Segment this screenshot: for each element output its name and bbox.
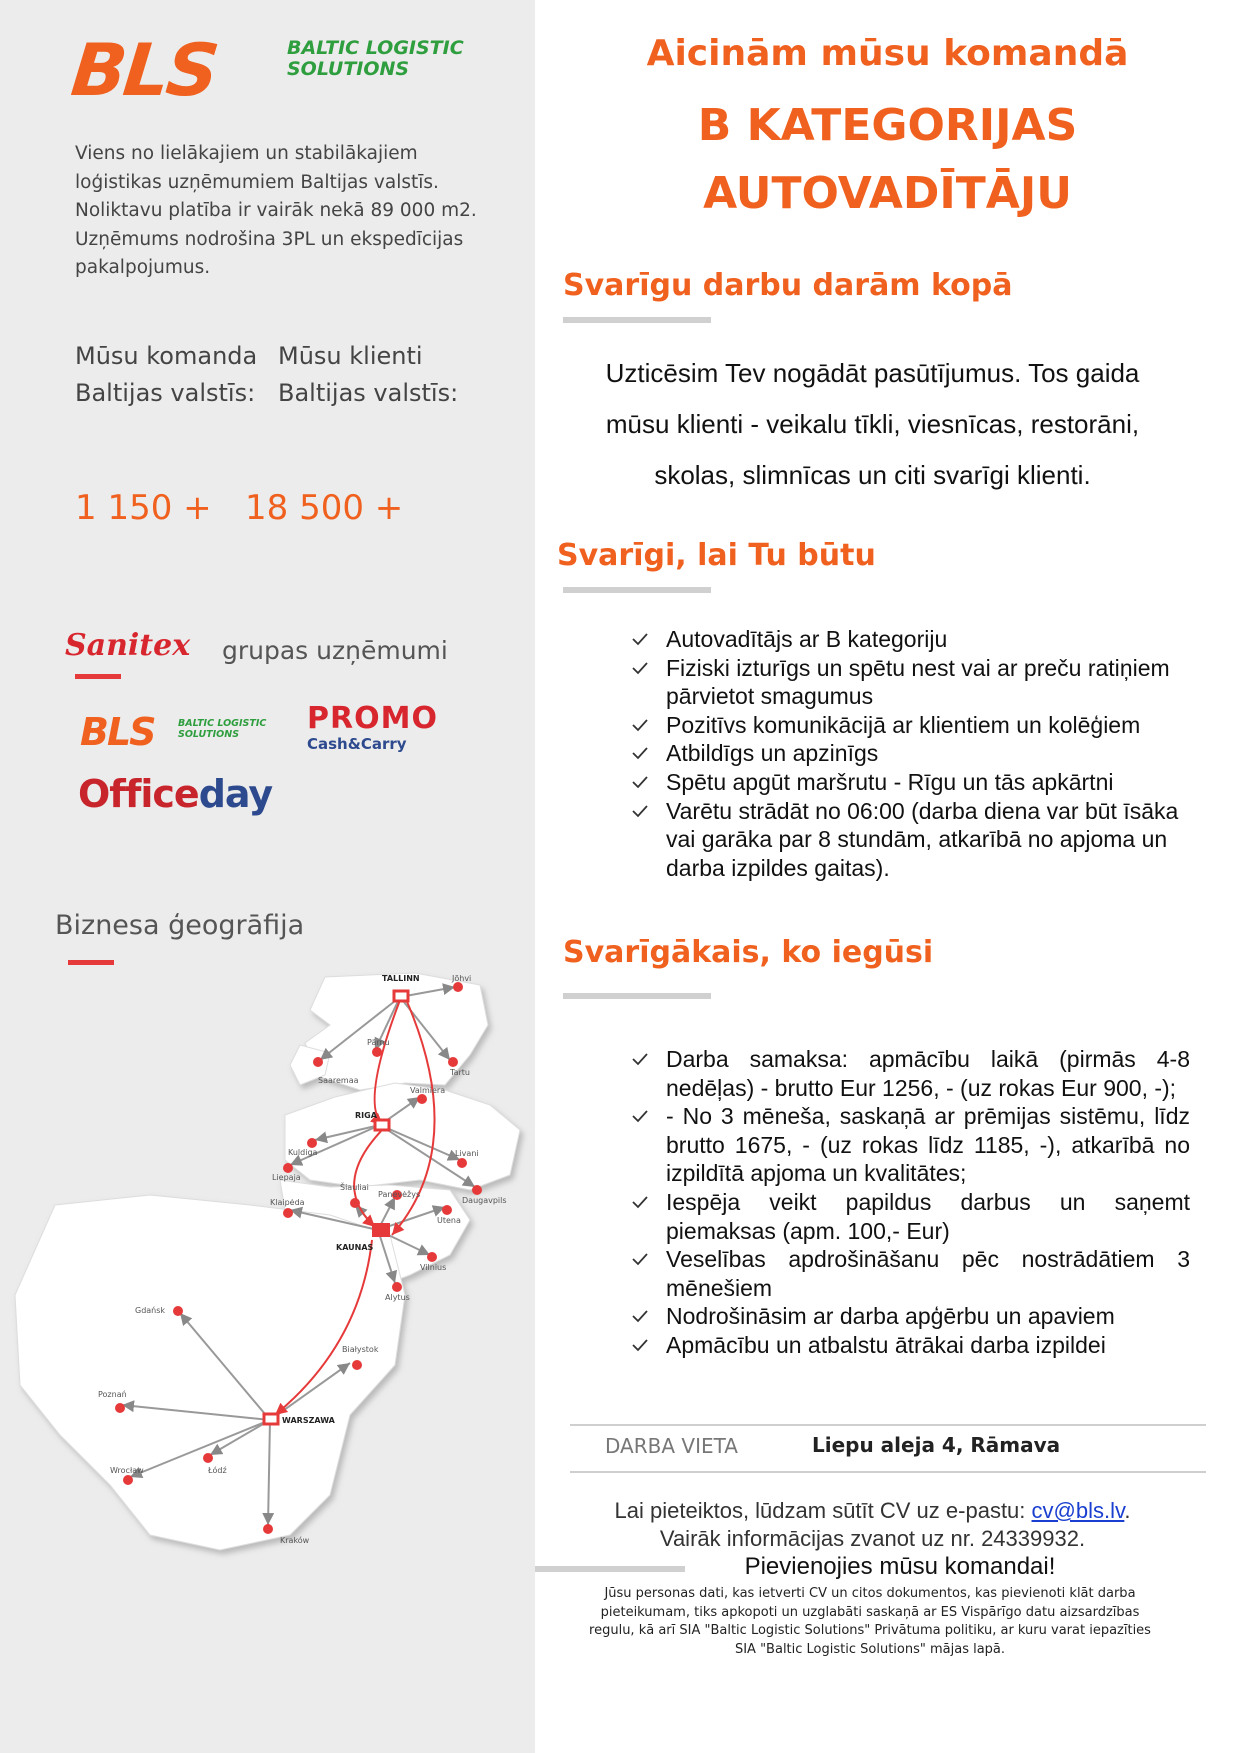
check-icon (630, 1188, 650, 1216)
svg-text:Daugavpils: Daugavpils (462, 1196, 507, 1205)
list-item-text: Nodrošināsim ar darba apģērbu un apaviem (666, 1303, 1115, 1330)
list-item (630, 768, 1190, 797)
workplace-divider-top (570, 1424, 1206, 1426)
svg-text:Saaremaa: Saaremaa (318, 1076, 359, 1085)
list-item (630, 654, 1190, 711)
stat-team-value: 1 150 + (75, 488, 212, 528)
svg-text:Kraków: Kraków (280, 1536, 310, 1545)
svg-text:Pärnu: Pärnu (367, 1038, 390, 1047)
svg-text:Šiauliai: Šiauliai (340, 1183, 369, 1192)
stat-team-heading (75, 338, 257, 412)
check-icon (630, 739, 650, 767)
workplace-divider-bottom (570, 1471, 1206, 1473)
svg-text:Białystok: Białystok (342, 1345, 379, 1354)
list-item (630, 797, 1190, 883)
list-item-text: - No 3 mēneša, saskaņā ar prēmijas sistēmu, līdz brutto 1675, - (uz rokas līdz 1185, -), atkarībā no izpildītā apjoma un kvalitātes; (666, 1103, 1190, 1187)
section-title-benefits: Svarīgākais, ko iegūsi (563, 935, 934, 970)
bls-logo-subtitle-line1: BALTIC LOGISTIC (287, 37, 464, 59)
svg-text:Tartu: Tartu (450, 1068, 470, 1077)
svg-text:RIGA: RIGA (355, 1111, 377, 1120)
apply-suffix: . (1124, 1498, 1131, 1523)
email-link[interactable]: cv@bls.lv (1031, 1498, 1125, 1523)
check-icon (630, 711, 650, 739)
officeday-logo (78, 772, 272, 816)
svg-text:Valmiera: Valmiera (410, 1086, 446, 1095)
check-icon (630, 1302, 650, 1330)
svg-text:Wrocław: Wrocław (110, 1466, 144, 1475)
list-item-text: Apmācību un atbalstu ātrākai darba izpildei (666, 1331, 1106, 1358)
svg-text:Klaipėda: Klaipėda (270, 1198, 305, 1207)
workplace-label: DARBA VIETA (605, 1434, 738, 1458)
check-icon (630, 797, 650, 825)
list-item (630, 1302, 1190, 1331)
hero-heading-line2: B KATEGORIJAS (697, 100, 1078, 151)
business-geography-map (0, 965, 535, 1625)
bls-small-logo (80, 710, 290, 754)
officeday-part1: Office (78, 772, 199, 816)
svg-text:Gdańsk: Gdańsk (135, 1306, 166, 1315)
paragraph-line: mūsu klienti - veikalu tīkli, viesnīcas, restorāni, (605, 409, 1140, 439)
hero-heading-main (535, 92, 1240, 228)
list-item (630, 711, 1190, 740)
svg-text:Alytus: Alytus (385, 1293, 410, 1302)
paragraph-line: Uzticēsim Tev nogādāt pasūtījumus. Tos gaida (605, 358, 1140, 388)
intro-line: Viens no lielākajiem un stabilākajiem (75, 143, 418, 164)
section-underline (563, 587, 711, 593)
phone-info: Vairāk informācijas zvanot uz nr. 24339932. (659, 1526, 1086, 1551)
check-icon (630, 1045, 650, 1073)
stat-clients-value: 18 500 + (245, 488, 404, 528)
left-panel (0, 0, 535, 1753)
bls-logo-subtitle-line2: SOLUTIONS (287, 58, 410, 80)
list-item-text: Varētu strādāt no 06:00 (darba diena var būt īsāka vai garāka par 8 stundām, atkarībā no apjoma un darba izpildes gaitas). (666, 797, 1179, 881)
svg-text:Poznań: Poznań (98, 1390, 127, 1399)
list-item-text: Fiziski izturīgs un spētu nest vai ar preču ratiņiem pārvietot smagumus (666, 654, 1170, 710)
intro-line: Noliktavu platība ir vairāk nekā 89 000 m2. (75, 200, 477, 221)
list-item-text: Iespēja veikt papildus darbus un saņemt piemaksas (apm. 100,- Eur) (666, 1188, 1190, 1244)
join-team-callout: Pievienojies mūsu komandai! (744, 1553, 1056, 1580)
stat-team-line1: Mūsu komanda (75, 342, 258, 370)
stat-team-line2: Baltijas valstīs: (75, 379, 256, 407)
list-item-text: Atbildīgs un apzinīgs (666, 740, 879, 767)
bls-logo (67, 28, 492, 112)
apply-instructions (555, 1498, 1190, 1524)
intro-line: Uzņēmums nodrošina 3PL un ekspedīcijas (75, 228, 464, 250)
bls-logo-mark: BLS (67, 28, 221, 112)
requirements-list (630, 625, 1190, 882)
svg-text:Jõhvi: Jõhvi (452, 974, 472, 983)
list-item (630, 739, 1190, 768)
promo-logo-bottom: Cash&Carry (307, 735, 407, 753)
list-item-text: Spētu apgūt maršrutu - Rīgu un tās apkārtni (666, 768, 1114, 795)
svg-text:Livani: Livani (455, 1149, 479, 1158)
bls-logo-subtitle (287, 38, 464, 80)
list-item (630, 1188, 1190, 1245)
group-companies-label: grupas uzņēmumi (222, 636, 448, 665)
sanitex-logo: Sanitex (65, 628, 191, 663)
latvia-shape (285, 1083, 520, 1190)
svg-text:Łódź: Łódź (208, 1466, 227, 1475)
section-title-work-together: Svarīgu darbu darām kopā (563, 268, 1013, 303)
list-item (630, 1245, 1190, 1302)
workplace-address: Liepu aleja 4, Rāmava (812, 1433, 1061, 1457)
intro-line: loģistikas uzņēmumiem Baltijas valstīs. (75, 171, 439, 193)
svg-text:Vilnius: Vilnius (420, 1263, 447, 1272)
paragraph-line: skolas, slimnīcas un citi svarīgi klienti. (654, 460, 1091, 490)
svg-text:Utena: Utena (437, 1216, 461, 1225)
svg-text:TALLINN: TALLINN (382, 974, 420, 983)
check-icon (630, 1102, 650, 1130)
section-underline (563, 993, 711, 999)
svg-text:Panevėžys: Panevėžys (378, 1190, 421, 1199)
bls-small-mark: BLS (80, 710, 155, 754)
stat-clients-heading (278, 338, 458, 412)
privacy-line: regulu, kā arī SIA "Baltic Logistic Solutions" Privātuma politiku, ar kuru varat iepazīties (589, 1623, 1151, 1638)
benefits-list (630, 1045, 1190, 1360)
officeday-part2: day (198, 772, 273, 816)
check-icon (630, 768, 650, 796)
check-icon (630, 1331, 650, 1359)
promo-logo-top: PROMO (307, 701, 438, 736)
list-item-text: Darba samaksa: apmācību laikā (pirmās 4-8 nedēļas) - brutto Eur 1256, - (uz rokas Eur 900, -); (666, 1046, 1190, 1101)
svg-text:WARSZAWA: WARSZAWA (282, 1416, 335, 1425)
privacy-line: Jūsu personas dati, kas ietverti CV un citos dokumentos, kas pievienoti klāt darba (604, 1586, 1136, 1601)
promo-logo (307, 702, 438, 752)
intro-line: pakalpojumus. (75, 257, 211, 278)
list-item (630, 625, 1190, 654)
svg-text:KAUNAS: KAUNAS (336, 1243, 374, 1252)
privacy-line: pieteikumam, tiks apkopoti un uzglabāti saskaņā ar ES Vispārīgo datu aizsardzības (600, 1604, 1140, 1620)
stat-clients-line1: Mūsu klienti (278, 342, 423, 370)
list-item (630, 1045, 1190, 1102)
list-item-text: Veselības apdrošināšanu pēc nostrādātiem 3 mēnešiem (666, 1246, 1190, 1301)
section-underline (563, 317, 711, 323)
section-title-requirements: Svarīgi, lai Tu būtu (557, 538, 876, 573)
apply-text: Lai pieteiktos, lūdzam sūtīt CV uz e-pastu: (614, 1498, 1032, 1523)
stat-clients-line2: Baltijas valstīs: (278, 379, 459, 407)
privacy-line: SIA "Baltic Logistic Solutions" mājas lapā. (734, 1641, 1006, 1657)
hero-heading-line1: Aicinām mūsu komandā (646, 33, 1129, 74)
section-divider (75, 674, 121, 679)
privacy-notice (570, 1585, 1170, 1659)
bls-small-sub2: SOLUTIONS (178, 729, 240, 740)
list-item (630, 1331, 1190, 1360)
svg-text:Kuldiga: Kuldiga (288, 1148, 318, 1157)
kaunas-hub-marker (372, 1223, 390, 1237)
list-item (630, 1102, 1190, 1188)
check-icon (630, 1245, 650, 1273)
hero-heading-line3: AUTOVADĪTĀJU (703, 168, 1072, 219)
work-together-paragraph (555, 348, 1190, 501)
geography-title: Biznesa ģeogrāfija (55, 910, 305, 941)
list-item-text: Autovadītājs ar B kategoriju (666, 626, 948, 652)
list-item-text: Pozitīvs komunikācijā ar klientiem un kolēģiem (666, 711, 1141, 738)
check-icon (630, 625, 650, 653)
check-icon (630, 654, 650, 682)
company-intro (75, 140, 505, 283)
bls-small-sub1: BALTIC LOGISTIC (178, 718, 267, 729)
bls-small-subtitle (178, 718, 266, 740)
svg-text:Liepaja: Liepaja (272, 1173, 301, 1182)
